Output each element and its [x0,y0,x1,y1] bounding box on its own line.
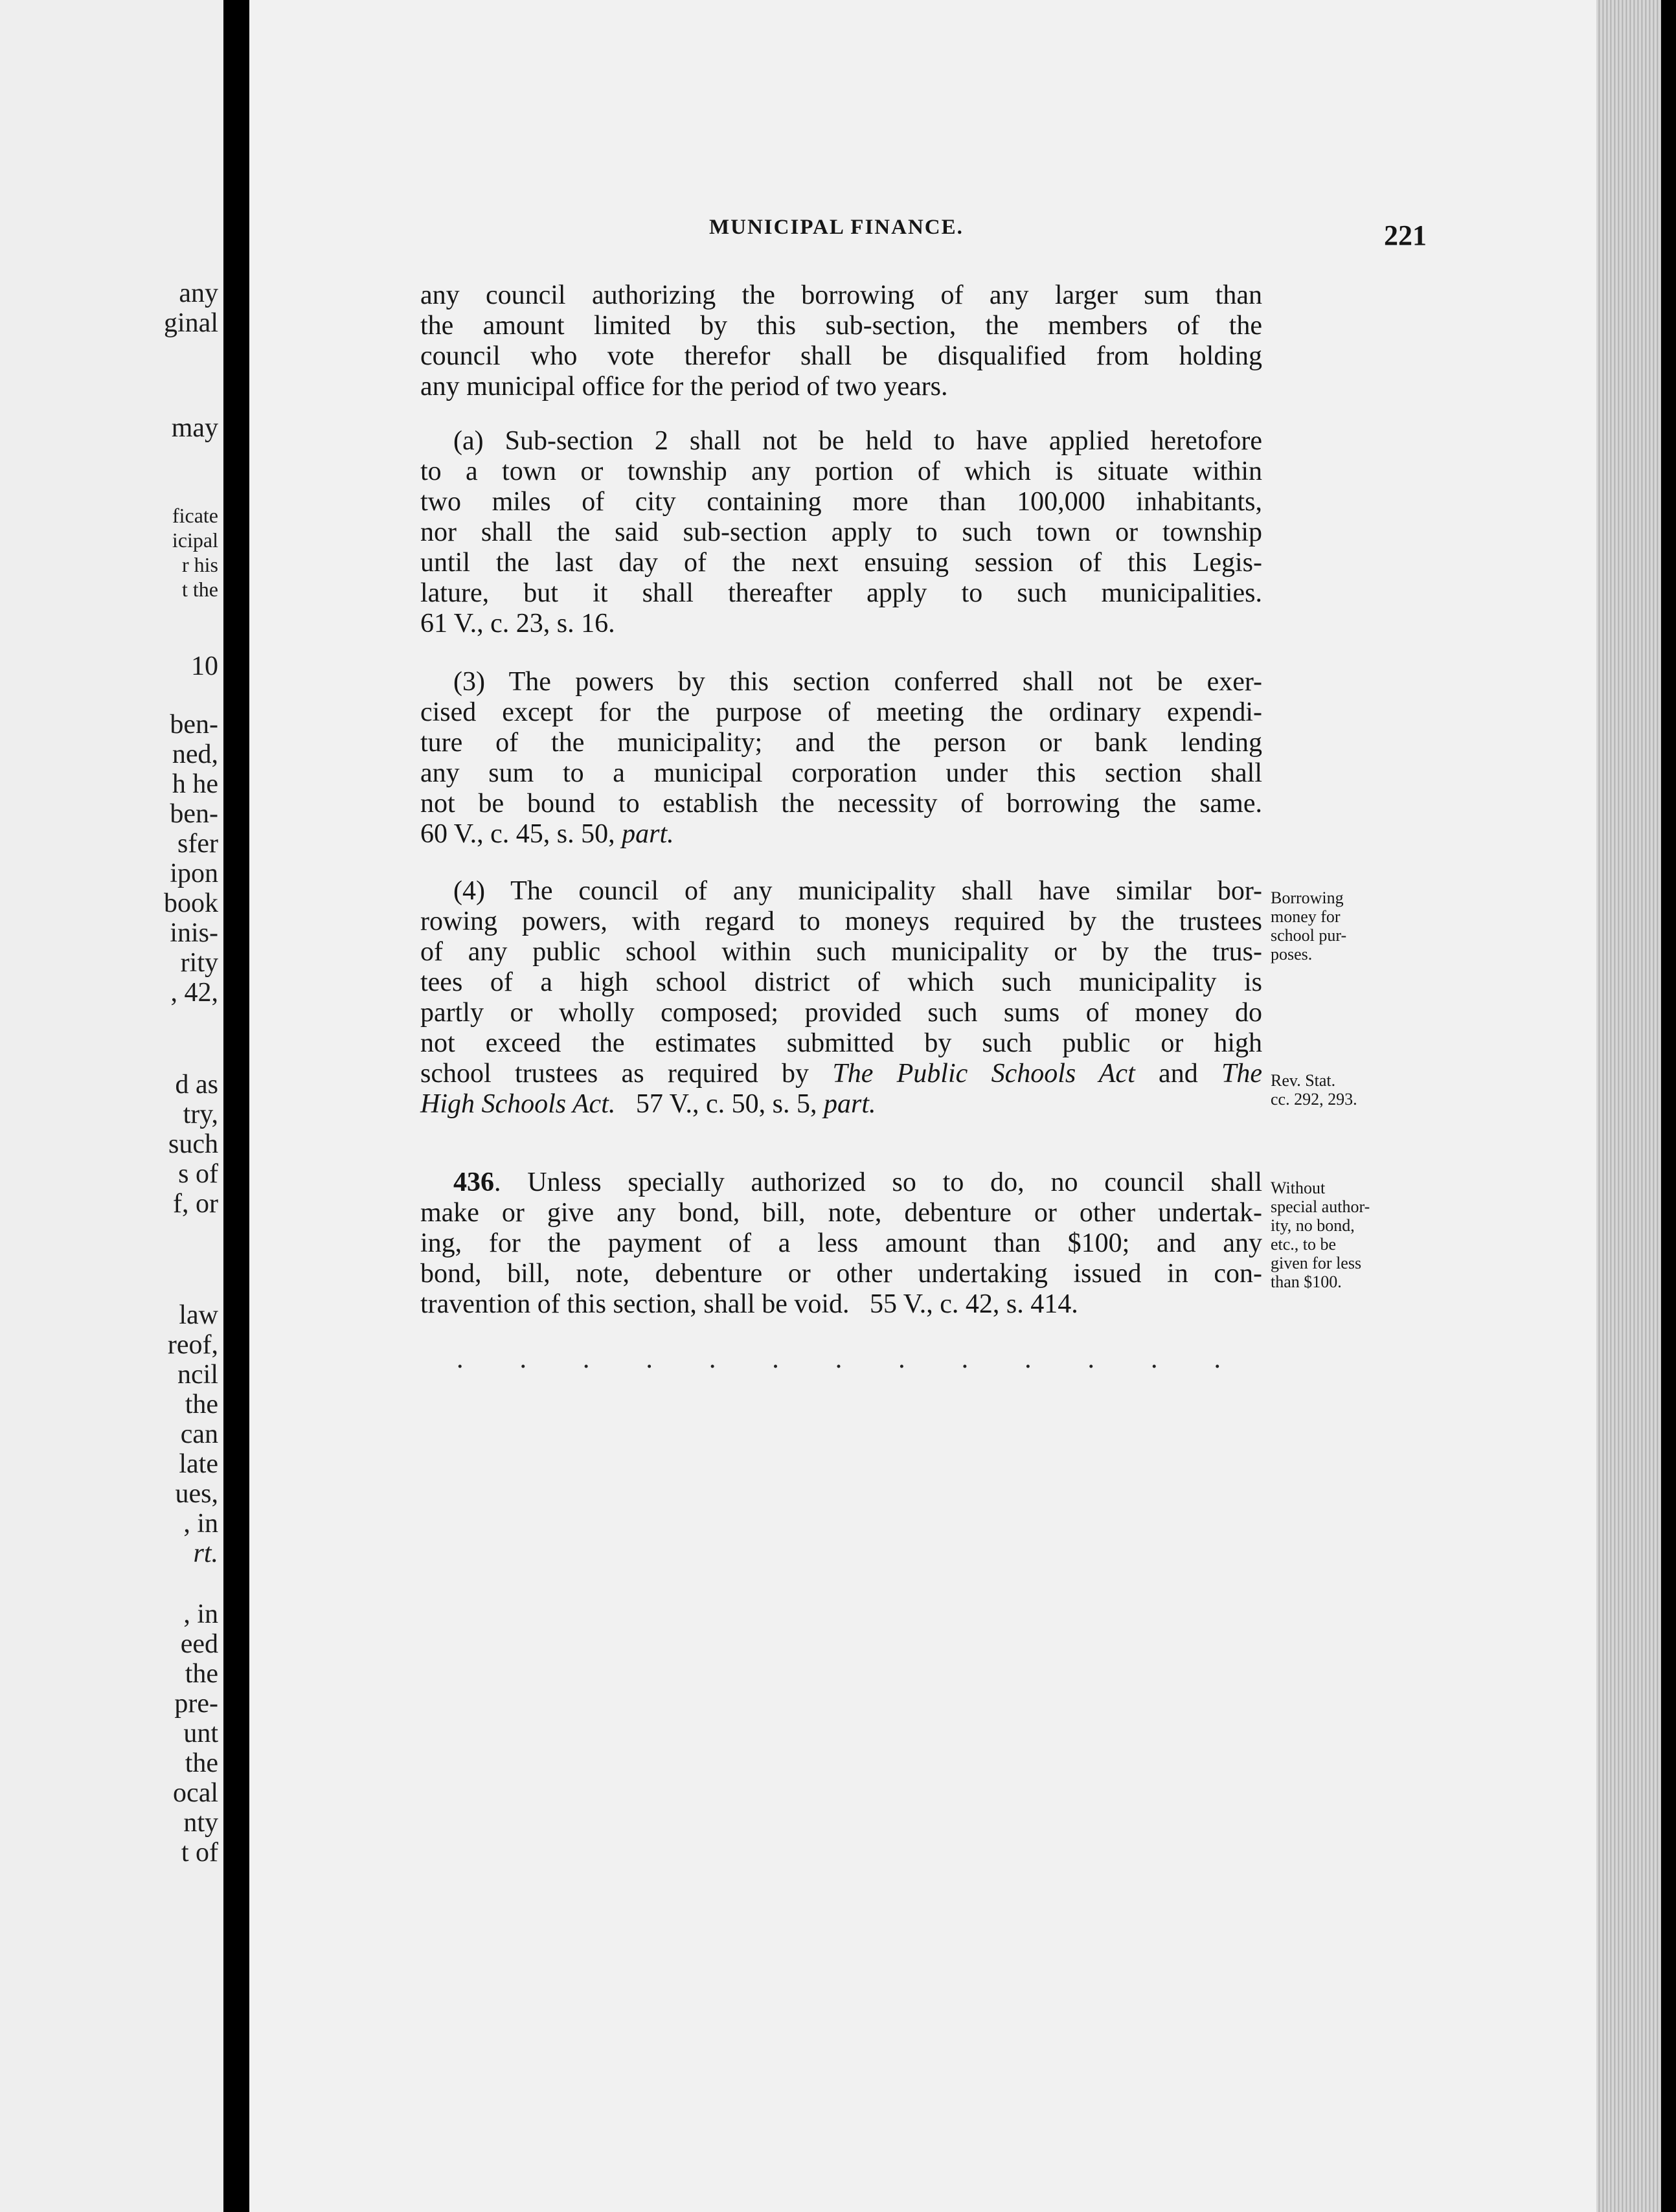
body-line: (4) The council of any municipality shall have similar bor- [453,876,1262,906]
body-line: rowing powers, with regard to moneys required by the trustees [420,907,1262,936]
body-text: school trustees as required by [420,1059,810,1089]
left-page-line: t of [181,1838,218,1868]
margin-note-line: etc., to be [1271,1235,1337,1254]
left-page-line: late [179,1449,218,1479]
margin-note-line: school pur- [1271,926,1347,945]
left-page-line: pre- [174,1689,218,1719]
left-page-line: can [180,1419,218,1449]
left-page-line: , in [183,1599,218,1629]
left-page-line: the [185,1390,218,1419]
body-line: lature, but it shall thereafter apply to such municipalities. [420,578,1262,608]
citation-part: part. [824,1089,876,1119]
act-title: The Public Schools Act [832,1059,1135,1089]
margin-note-line: cc. 292, 293. [1271,1090,1357,1109]
body-line [453,1169,1262,1196]
citation: 60 V., c. 45, s. 50, [420,819,615,849]
left-page-line: ipon [170,859,218,888]
ellipsis-dot: . [1214,1344,1221,1374]
act-title: The [1221,1059,1262,1089]
left-page-line: any [179,278,218,308]
margin-note-line: Borrowing [1271,888,1344,907]
left-page-line: ficate [172,504,218,527]
left-page-line: ncil [177,1360,218,1390]
ellipsis-dot: . [1025,1344,1032,1374]
body-line: ture of the municipality; and the person or bank lending [420,728,1262,758]
ellipsis-dot: . [646,1344,653,1374]
ellipsis-dot: . [1150,1344,1158,1374]
left-page-line: s of [178,1159,218,1189]
margin-note-line: poses. [1271,945,1313,964]
left-page-line: try, [183,1100,218,1129]
body-line: the amount limited by this sub-section, the members of the [420,311,1262,341]
body-line: ing, for the payment of a less amount than $100; and any [420,1228,1262,1258]
left-page-line: the [185,1659,218,1689]
left-page-line: rity [180,948,218,978]
left-page-line: f, or [173,1189,218,1219]
book-gutter [223,0,249,2212]
section-number: 436 [453,1168,494,1197]
body-line: council who vote therefor shall be disqualified from holding [420,341,1262,371]
body-text: . Unless specially authorized so to do, no council shall [494,1168,1262,1197]
left-page-line: ben- [170,710,218,739]
left-page-line: icipal [172,528,218,552]
left-page-line: rt. [193,1539,218,1568]
margin-note-line: ity, no bond, [1271,1216,1355,1235]
body-line: travention of this section, shall be void. 55 V., c. 42, s. 414. [420,1289,1078,1319]
body-line: of any public school within such municipality or by the trus- [420,937,1262,967]
body-line: until the last day of the next ensuing session of this Legis- [420,548,1262,578]
body-line: make or give any bond, bill, note, debenture or other undertak- [420,1198,1262,1228]
body-line: not exceed the estimates submitted by such public or high [420,1028,1262,1058]
ellipsis-dot: . [519,1344,527,1374]
left-page-line: ginal [164,308,218,338]
left-page-line: ben- [170,799,218,829]
ellipsis-dot: . [772,1344,779,1374]
left-page-line: unt [183,1719,218,1748]
left-page-line: , 42, [170,978,218,1008]
left-page-line: eed [180,1629,218,1659]
page-number: 221 [1384,220,1427,251]
left-page-line: the [185,1748,218,1778]
body-line: (a) Sub-section 2 shall not be held to have applied heretofore [453,426,1262,456]
body-line [420,1090,1262,1118]
left-page-line: may [171,413,218,443]
body-line: (3) The powers by this section conferred shall not be exer- [453,667,1262,697]
left-page-line: r his [182,553,218,576]
left-page-line: book [164,888,218,918]
left-page-line: reof, [167,1330,218,1360]
margin-note-line: Rev. Stat. [1271,1071,1336,1090]
ellipsis-dot: . [835,1344,843,1374]
running-head: MUNICIPAL FINANCE. [709,216,964,239]
ellipsis-row [457,1346,1221,1373]
ellipsis-dot: . [457,1344,464,1374]
left-page-line: ocal [173,1778,218,1808]
left-page-line: nty [183,1808,218,1838]
body-line: any sum to a municipal corporation under this section shall [420,758,1262,788]
left-page-line: , in [183,1509,218,1539]
left-page-line: h he [172,769,218,799]
ellipsis-dot: . [582,1344,590,1374]
body-line [420,1060,1262,1087]
body-line: tees of a high school district of which such municipality is [420,967,1262,997]
margin-note-line: given for less [1271,1254,1362,1272]
left-page-line: sfer [177,829,218,859]
body-line: bond, bill, note, debenture or other undertaking issued in con- [420,1259,1262,1289]
body-line: to a town or township any portion of which is situate within [420,457,1262,486]
left-page-line: ned, [172,739,218,769]
body-line: any council authorizing the borrowing of any larger sum than [420,280,1262,310]
left-page-line: ues, [175,1479,218,1509]
body-line: not be bound to establish the necessity of borrowing the same. [420,789,1262,818]
left-page-line: law [179,1300,218,1330]
body-line: any municipal office for the period of two years. [420,372,948,401]
ellipsis-dot: . [898,1344,905,1374]
margin-note-line: money for [1271,907,1341,926]
ellipsis-dot: . [708,1344,716,1374]
left-page-line: t the [182,578,218,601]
left-page-line: 10 [191,651,218,681]
left-facing-page [0,0,223,2212]
body-line: two miles of city containing more than 100,000 inhabitants, [420,487,1262,517]
citation: 57 V., c. 50, s. 5, [635,1089,817,1119]
citation-part: part. [622,819,674,849]
margin-note-line: than $100. [1271,1272,1342,1291]
margin-note-line: Without [1271,1179,1326,1197]
body-line: cised except for the purpose of meeting the ordinary expendi- [420,697,1262,727]
left-page-line: such [168,1129,218,1159]
page-edges [1596,0,1661,2212]
left-page-line: d as [175,1070,218,1100]
left-page-line: inis- [170,918,218,948]
ellipsis-dot: . [1087,1344,1095,1374]
body-line: 61 V., c. 23, s. 16. [420,609,615,638]
ellipsis-dot: . [961,1344,969,1374]
body-text: and [1159,1059,1198,1089]
act-title: High Schools Act. [420,1089,616,1119]
body-line [420,820,1262,848]
body-line: partly or wholly composed; provided such sums of money do [420,998,1262,1028]
body-line: nor shall the said sub-section apply to such town or township [420,517,1262,547]
margin-note-line: special author- [1271,1197,1370,1216]
